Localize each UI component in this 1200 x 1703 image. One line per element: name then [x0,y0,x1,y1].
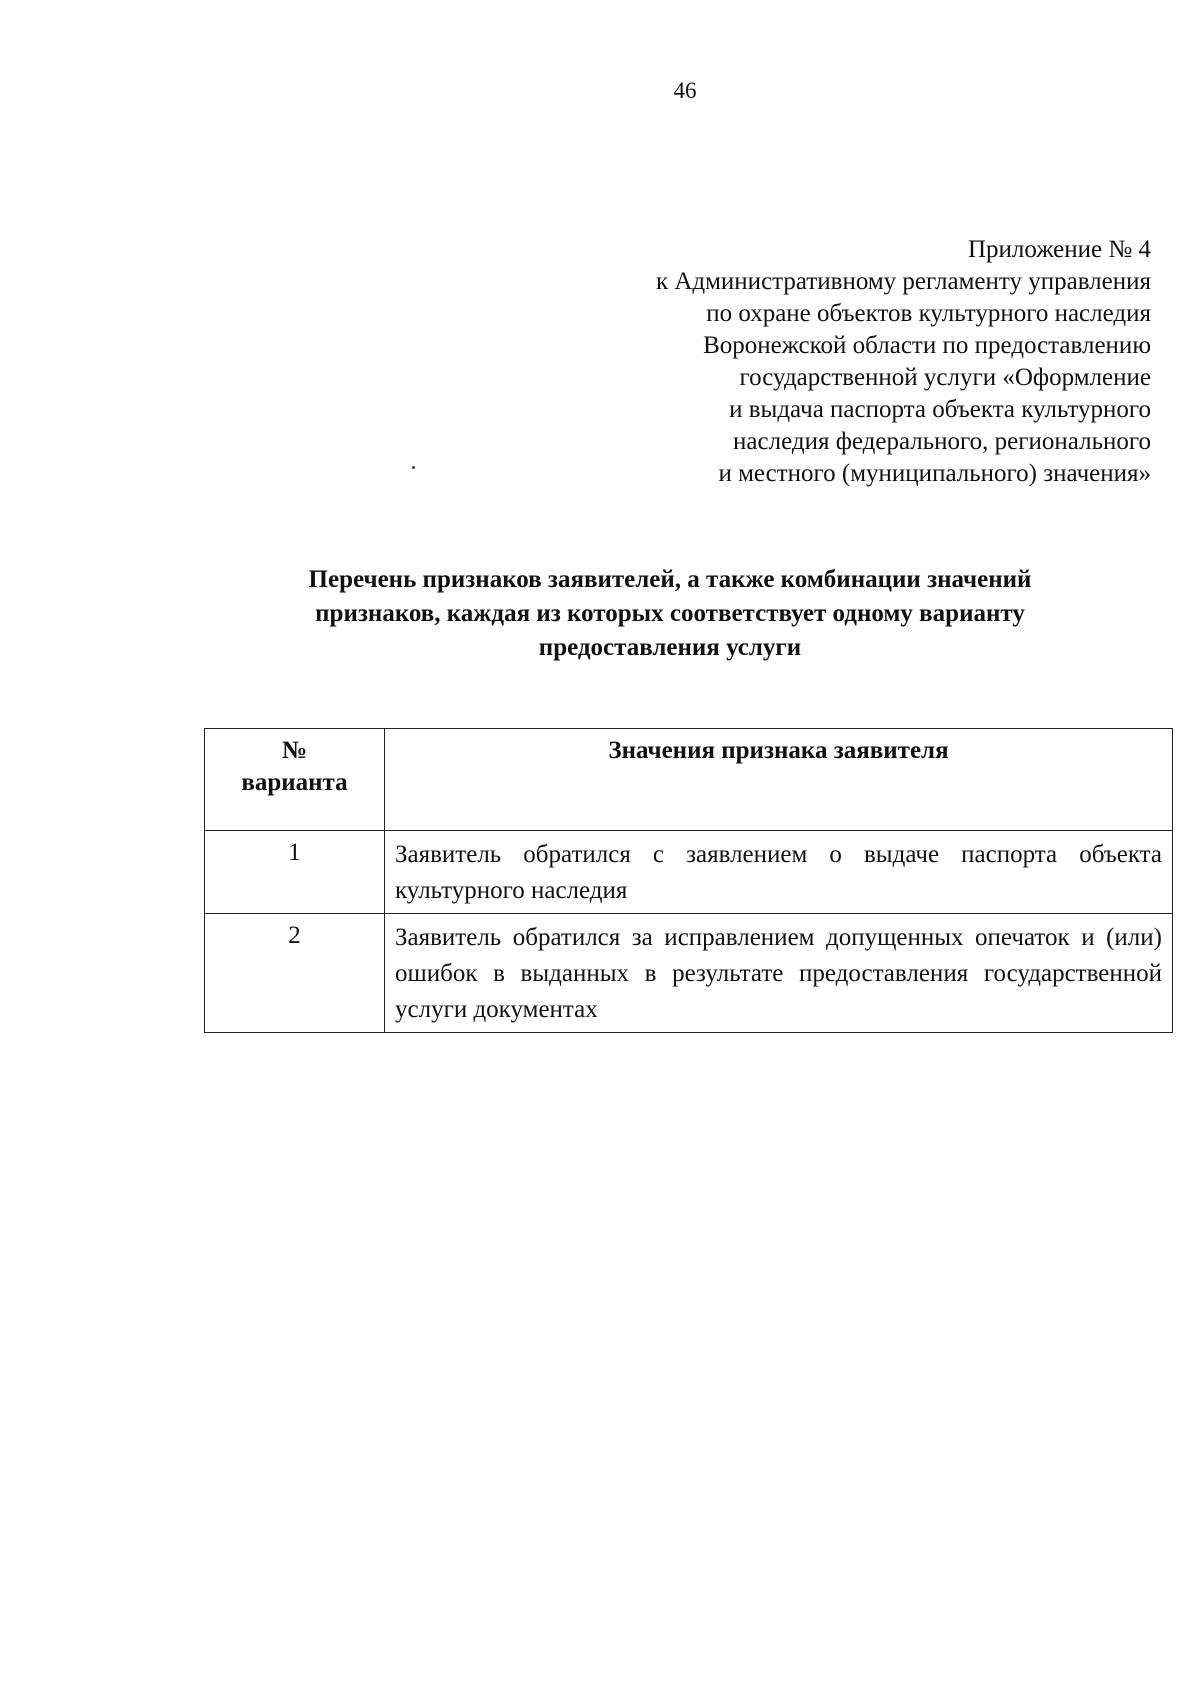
page-number: 46 [673,78,697,103]
appendix-header [656,234,1151,490]
header-variant-number [205,729,385,831]
appendix-line: и местного (муниципального) значения» [718,460,1151,487]
variant-description: Заявитель обратился с заявлением о выдаче паспорта объекта культурного наследия [385,831,1173,914]
scan-speck [412,466,415,469]
document-title [220,563,1120,665]
appendix-line: Приложение № 4 [967,236,1151,263]
header-number-sign: № [281,737,308,764]
appendix-line: к Административному регламенту управления [655,268,1151,295]
table-row [205,914,1173,1033]
appendix-line: наследия федерального, регионального [733,428,1151,455]
title-line: Перечень признаков заявителей, а также комбинации значений [308,566,1032,593]
header-applicant-value: Значения признака заявителя [385,729,1173,831]
appendix-line: по охране объектов культурного наследия [706,300,1151,327]
table-row [205,831,1173,914]
appendix-line: Воронежской области по предоставлению [703,332,1151,359]
variant-number: 1 [205,831,385,914]
title-line: признаков, каждая из которых соответствует одному варианту [315,600,1025,627]
variants-table [204,728,1173,1033]
appendix-line: и выдача паспорта объекта культурного [729,396,1151,423]
header-number-word: варианта [241,769,348,796]
title-line: предоставления услуги [538,634,802,661]
appendix-line: государственной услуги «Оформление [739,364,1151,391]
variant-number: 2 [205,914,385,1033]
table-header-row [205,729,1173,831]
variant-description: Заявитель обратился за исправлением допущенных опечаток и (или) ошибок в выданных в результате предоставления государственной услуги документах [385,914,1173,1033]
